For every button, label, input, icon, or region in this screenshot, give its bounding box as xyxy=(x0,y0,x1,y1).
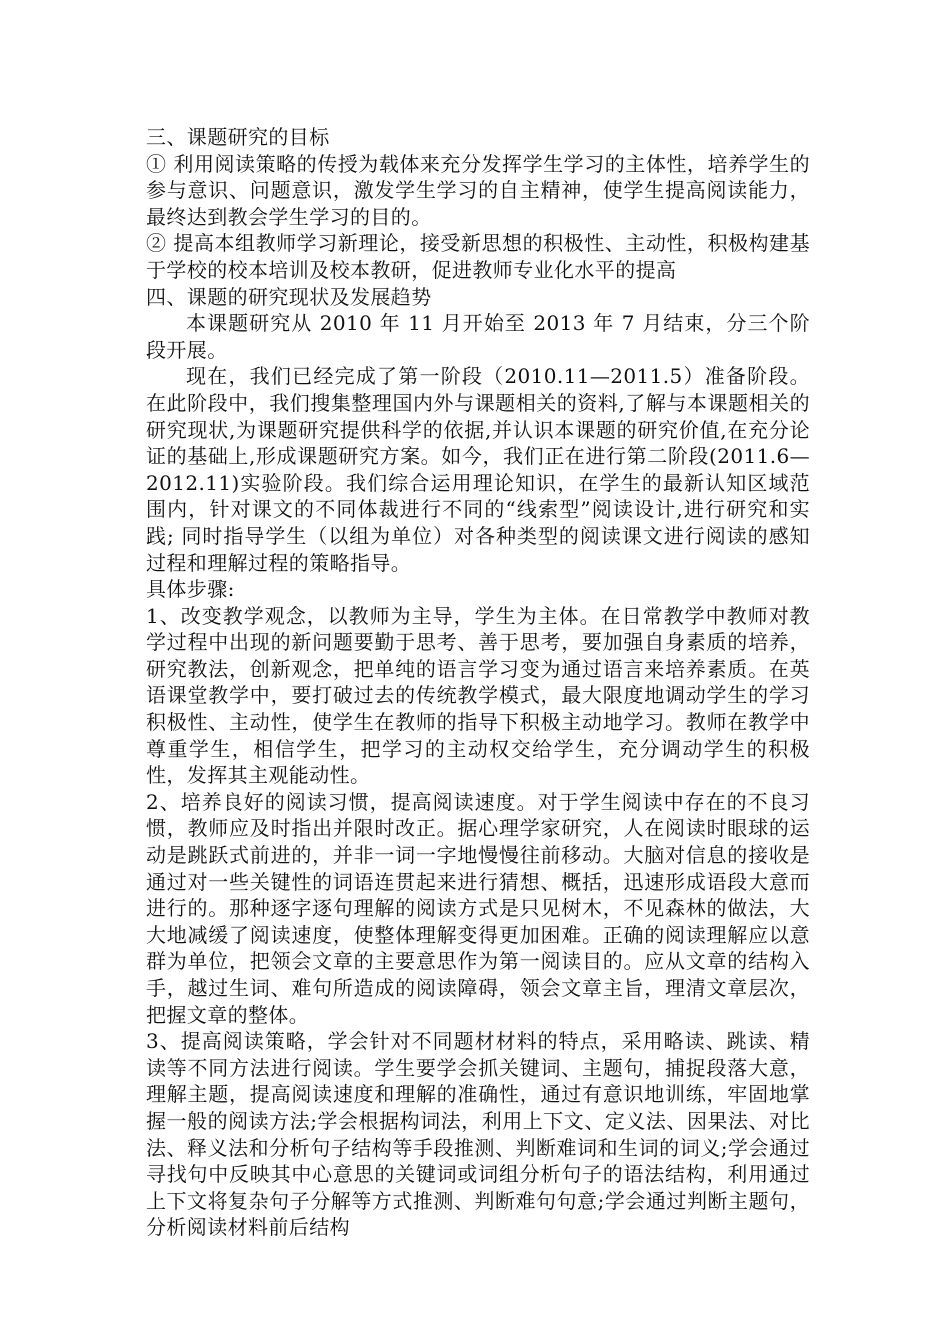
document-page xyxy=(146,124,810,1241)
section-heading-status: 四、课题的研究现状及发展趋势 xyxy=(146,284,432,309)
goal-item-2: ② 提高本组教师学习新理论，接受新思想的积极性、主动性，积极构建基于学校的校本培训及校本教研，促进教师专业化水平的提高 xyxy=(146,231,810,282)
paragraph-progress: 现在，我们已经完成了第一阶段（2010.11—2011.5）准备阶段。在此阶段中，我们搜集整理国内外与课题相关的资料,了解与本课题相关的研究现状,为课题研究提供科学的依据,并认识本课题的研究价值,在充分论证的基础上,形成课题研究方案。如今，我们正在进行第二阶段(2011.6—2012.11)实验阶段。我们综合运用理论知识，在学生的最新认知区域范围内，针对课文的不同体裁进行不同的“线索型”阅读设计,进行研究和实践; 同时指导学生（以组为单位）对各种类型的阅读课文进行阅读的感知过程和理解过程的策略指导。 xyxy=(146,364,810,575)
step-item-2: 2、培养良好的阅读习惯，提高阅读速度。对于学生阅读中存在的不良习惯，教师应及时指出并限时改正。据心理学家研究，人在阅读时眼球的运动是跳跃式前进的，并非一词一字地慢慢往前移动。大脑对信息的接收是通过对一些关键性的词语连贯起来进行猜想、概括，迅速形成语段大意而进行的。那种逐字逐句理解的阅读方式是只见树木，不见森林的做法，大大地减缓了阅读速度，使整体理解变得更加困难。正确的阅读理解应以意群为单位，把领会文章的主要意思作为第一阅读目的。应从文章的结构入手，越过生词、难句所造成的阅读障碍，领会文章主旨，理清文章层次，把握文章的整体。 xyxy=(146,789,810,1027)
step-item-3: 3、提高阅读策略，学会针对不同题材材料的特点，采用略读、跳读、精读等不同方法进行阅读。学生要学会抓关键词、主题句，捕捉段落大意，理解主题，提高阅读速度和理解的准确性，通过有意识地训练，牢固地掌握一般的阅读方法;学会根据构词法，利用上下文、定义法、因果法、对比法、释义法和分析句子结构等手段推测、判断难词和生词的词义;学会通过寻找句中反映其中心意思的关键词或词组分析句子的语法结构，利用通过上下文将复杂句子分解等方式推测、判断难句句意;学会通过判断主题句，分析阅读材料前后结构 xyxy=(146,1029,810,1240)
step-item-1: 1、改变教学观念，以教师为主导，学生为主体。在日常教学中教师对教学过程中出现的新问题要勤于思考、善于思考，要加强自身素质的培养，研究教法，创新观念，把单纯的语言学习变为通过语言来培养素质。在英语课堂教学中，要打破过去的传统教学模式，最大限度地调动学生的学习积极性、主动性，使学生在教师的指导下积极主动地学习。教师在教学中尊重学生，相信学生，把学习的主动权交给学生，充分调动学生的积极性，发挥其主观能动性。 xyxy=(146,603,810,788)
goal-item-1: ① 利用阅读策略的传授为载体来充分发挥学生学习的主体性，培养学生的参与意识、问题意识，激发学生学习的自主精神，使学生提高阅读能力，最终达到教会学生学习的目的。 xyxy=(146,151,810,229)
steps-label: 具体步骤: xyxy=(146,577,235,602)
paragraph-timeline: 本课题研究从 2010 年 11 月开始至 2013 年 7 月结束，分三个阶段开展。 xyxy=(146,311,810,362)
section-heading-goals: 三、课题研究的目标 xyxy=(146,125,330,149)
